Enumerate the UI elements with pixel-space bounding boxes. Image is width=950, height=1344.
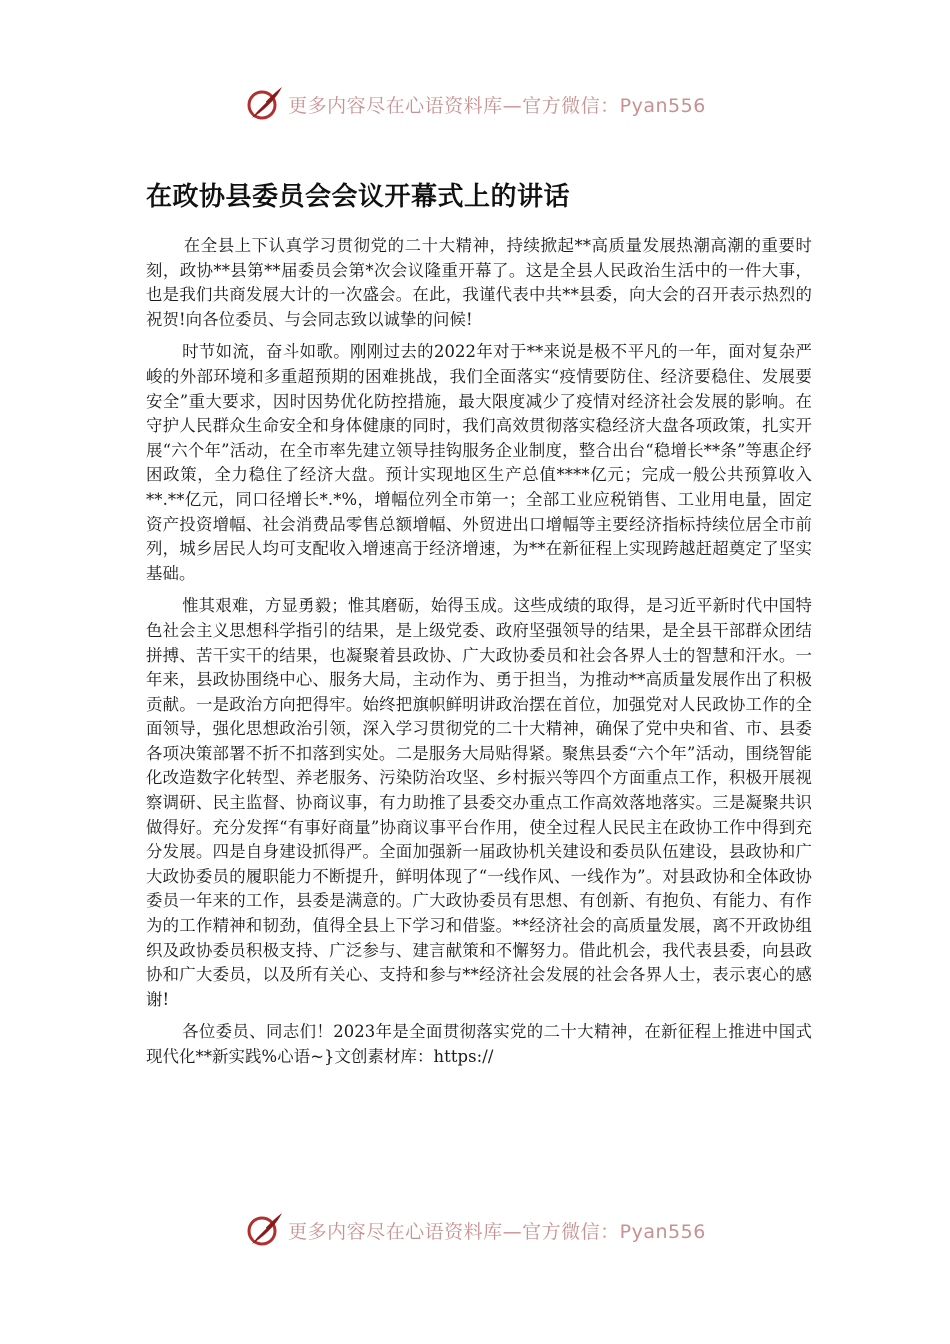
document-title: 在政协县委员会会议开幕式上的讲话 [146, 182, 571, 212]
paragraph-opening: 在全县上下认真学习贯彻党的二十大精神，持续掀起**高质量发展热潮高潮的重要时刻，政协**县第**届委员会第*次会议隆重开幕了。这是全县人民政治生活中的一件大事，也是我们共商发展大计的一次盛会。在此，我谨代表中共**县委，向大会的召开表示热烈的祝贺!向各位委员、与会同志致以诚挚的问候! [146, 236, 812, 329]
paragraph-cppcc-work: 惟其艰难，方显勇毅；惟其磨砺，始得玉成。这些成绩的取得，是习近平新时代中国特色社会主义思想科学指引的结果，是上级党委、政府坚强领导的结果，是全县干部群众团结拼搏、苦干实干的结果，也凝聚着县政协、广大政协委员和社会各界人士的智慧和汗水。一年来，县政协围绕中心、服务大局，主动作为、勇于担当，为推动**高质量发展作出了积极贡献。一是政治方向把得牢。始终把旗帜鲜明讲政治摆在首位，加强党对人民政协工作的全面领导，强化思想政治引领，深入学习贯彻党的二十大精神，确保了党中央和省、市、县委各项决策部署不折不扣落到实处。二是服务大局贴得紧。聚焦县委“六个年”活动，围绕智能化改造数字化转型、养老服务、污染防治攻坚、乡村振兴等四个方面重点工作，积极开展视察调研、民主监督、协商议事，有力助推了县委交办重点工作高效落地落实。三是凝聚共识做得好。充分发挥“有事好商量”协商议事平台作用，使全过程人民民主在政协工作中得到充分发展。四是自身建设抓得严。全面加强新一届政协机关建设和委员队伍建设，县政协和广大政协委员的履职能力不断提升，鲜明体现了“一线作风、一线作为”。对县政协和全体政协委员一年来的工作，县委是满意的。广大政协委员有思想、有创新、有抱负、有能力、有作为的工作精神和韧劲，值得全县上下学习和借鉴。**经济社会的高质量发展，离不开政协组织及政协委员积极支持、广泛参与、建言献策和不懈努力。借此机会，我代表县委，向县政协和广大委员，以及所有关心、支持和参与**经济社会发展的社会各界人士，表示衷心的感谢! [146, 596, 812, 1009]
quill-logo-icon [244, 84, 284, 124]
paragraph-2023: 各位委员、同志们！2023年是全面贯彻落实党的二十大精神，在新征程上推进中国式现代化**新实践%心语~}文创素材库：https:// [146, 1022, 812, 1066]
watermark-text: 更多内容尽在心语资料库—官方微信：Pyan556 [288, 1220, 706, 1243]
document-body [146, 234, 812, 1078]
quill-logo-icon [244, 1210, 284, 1250]
paragraph-achievements: 时节如流，奋斗如歌。刚刚过去的2022年对于**来说是极不平凡的一年，面对复杂严峻的外部环境和多重超预期的困难挑战，我们全面落实“疫情要防住、经济要稳住、发展要安全”重大要求，因时因势优化防控措施，最大限度减少了疫情对经济社会发展的影响。在守护人民群众生命安全和身体健康的同时，我们高效贯彻落实稳经济大盘各项政策，扎实开展“六个年”活动，在全市率先建立领导挂钩服务企业制度，整合出台“稳增长**条”等惠企纾困政策，全力稳住了经济大盘。预计实现地区生产总值****亿元；完成一般公共预算收入**.**亿元，同口径增长*.*%，增幅位列全市第一；全部工业应税销售、工业用电量，固定资产投资增幅、社会消费品零售总额增幅、外贸进出口增幅等主要经济指标持续位居全市前列，城乡居民人均可支配收入增速高于经济增速，为**在新征程上实现跨越赶超奠定了坚实基础。 [146, 342, 812, 583]
watermark-text: 更多内容尽在心语资料库—官方微信：Pyan556 [288, 94, 706, 117]
header-watermark-banner [0, 82, 950, 126]
footer-watermark-banner [0, 1208, 950, 1252]
